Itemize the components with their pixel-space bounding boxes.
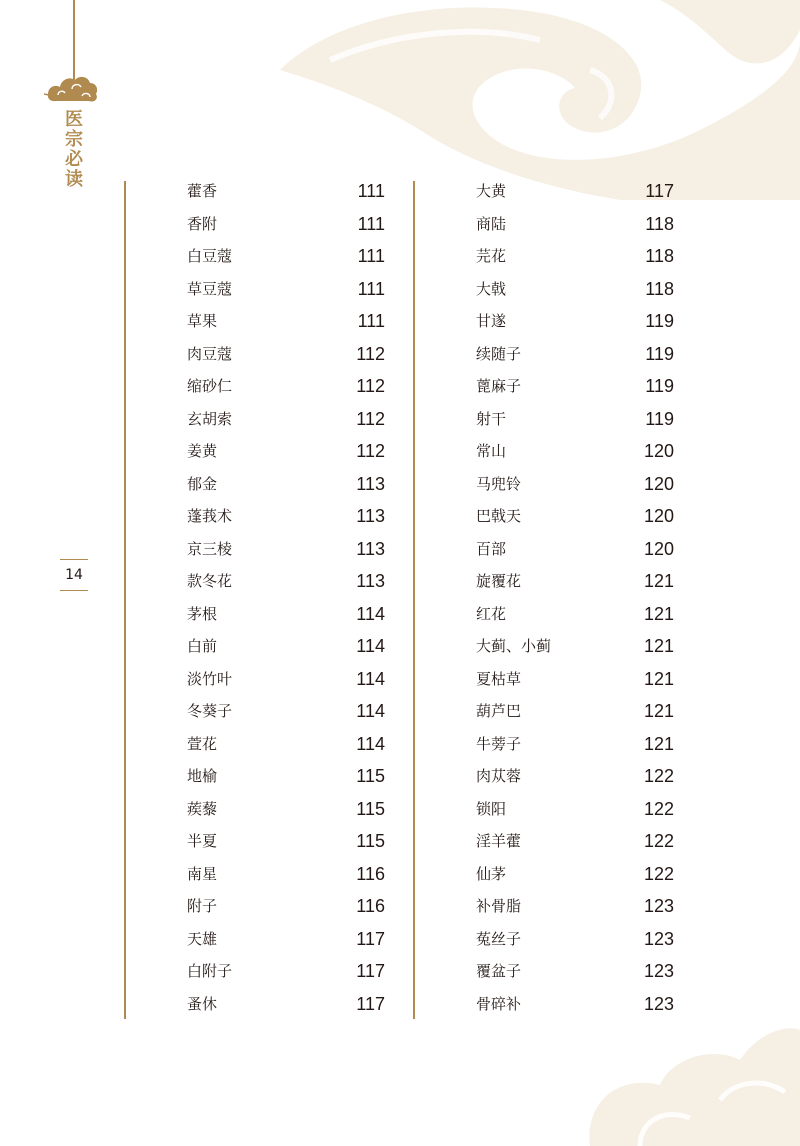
book-title-char: 宗 [65, 129, 83, 150]
toc-entry[interactable] [187, 923, 387, 956]
toc-entry-name: 蚤休 [187, 994, 218, 1013]
toc-entry-page: 114 [356, 636, 385, 656]
toc-entry-name: 骨碎补 [476, 994, 522, 1013]
toc-entry-page: 120 [643, 538, 674, 559]
toc-entry[interactable] [476, 988, 676, 1021]
toc-entry[interactable] [187, 338, 387, 371]
toc-entry[interactable] [187, 793, 387, 826]
toc-entry-page: 120 [643, 506, 674, 526]
toc-entry-page: 119 [645, 376, 674, 396]
toc-entry-page: 111 [357, 246, 385, 266]
toc-entry[interactable] [187, 403, 387, 436]
toc-entry-page: 113 [356, 506, 385, 526]
column-divider-middle [413, 181, 415, 1019]
toc-entry[interactable] [476, 663, 676, 696]
toc-entry[interactable] [476, 273, 676, 306]
toc-entry-page: 118 [645, 246, 674, 266]
toc-entry-name: 牛蒡子 [476, 734, 522, 753]
toc-entry-page: 115 [356, 766, 385, 786]
toc-entry-name: 葫芦巴 [476, 702, 522, 720]
toc-entry[interactable] [187, 858, 387, 891]
toc-entry[interactable] [187, 695, 387, 728]
toc-entry-name: 肉苁蓉 [476, 767, 522, 785]
toc-entry-name: 南星 [187, 864, 218, 883]
toc-entry-name: 锁阳 [476, 799, 507, 818]
toc-entry[interactable] [187, 305, 387, 338]
toc-entry-name: 马兜铃 [476, 474, 522, 493]
toc-entry-page: 118 [645, 278, 674, 299]
toc-entry-name: 缩砂仁 [187, 377, 233, 395]
toc-entry[interactable] [476, 338, 676, 371]
toc-entry[interactable] [476, 695, 676, 728]
toc-right-column [476, 175, 676, 1020]
toc-entry-page: 116 [356, 896, 385, 916]
toc-entry-page: 119 [645, 408, 674, 429]
toc-entry-page: 117 [356, 993, 385, 1014]
toc-entry-page: 111 [357, 278, 385, 299]
toc-entry-page: 113 [356, 538, 385, 559]
toc-entry-name: 蓖麻子 [476, 377, 522, 395]
toc-entry-name: 藿香 [187, 182, 218, 200]
toc-entry-page: 122 [643, 863, 674, 884]
toc-entry[interactable] [476, 370, 676, 403]
toc-entry[interactable] [476, 240, 676, 273]
toc-entry-name: 郁金 [187, 474, 218, 493]
toc-entry[interactable] [187, 825, 387, 858]
toc-entry[interactable] [187, 890, 387, 923]
toc-entry-page: 120 [643, 441, 674, 461]
toc-entry-page: 122 [643, 831, 674, 851]
toc-entry-name: 甘遂 [476, 312, 507, 330]
toc-entry-name: 姜黄 [187, 442, 218, 460]
toc-entry[interactable] [187, 955, 387, 988]
toc-entry-page: 116 [356, 863, 385, 884]
toc-entry-page: 112 [356, 343, 385, 364]
toc-entry[interactable] [476, 858, 676, 891]
toc-entry-name: 射干 [476, 409, 507, 428]
toc-entry[interactable] [187, 468, 387, 501]
toc-entry-page: 121 [643, 733, 674, 754]
toc-entry-name: 半夏 [187, 832, 218, 850]
toc-entry-page: 114 [356, 733, 385, 754]
toc-left-column [187, 175, 387, 1020]
toc-entry[interactable] [476, 890, 676, 923]
toc-entry-page: 112 [356, 376, 385, 396]
toc-entry-name: 冬葵子 [187, 702, 233, 720]
toc-entry-name: 菟丝子 [476, 929, 522, 948]
toc-entry[interactable] [476, 955, 676, 988]
toc-entry-page: 121 [643, 636, 674, 656]
toc-entry-page: 117 [356, 961, 385, 981]
toc-entry-page: 113 [356, 473, 385, 494]
toc-entry-name: 白前 [187, 637, 218, 655]
toc-entry-name: 京三棱 [187, 539, 233, 558]
toc-entry[interactable] [187, 565, 387, 598]
toc-entry-name: 草果 [187, 312, 218, 330]
toc-entry-page: 114 [356, 668, 385, 689]
toc-entry-page: 117 [645, 181, 674, 201]
book-title-char: 必 [65, 149, 83, 170]
toc-entry-name: 地榆 [187, 767, 218, 785]
toc-entry[interactable] [476, 208, 676, 241]
toc-entry-name: 茅根 [187, 604, 218, 623]
toc-entry-page: 121 [643, 701, 674, 721]
toc-entry-page: 118 [645, 213, 674, 234]
toc-entry[interactable] [187, 988, 387, 1021]
toc-entry-name: 淫羊藿 [476, 832, 522, 850]
toc-entry[interactable] [476, 565, 676, 598]
toc-entry[interactable] [476, 468, 676, 501]
toc-entry-page: 115 [356, 831, 385, 851]
toc-entry[interactable] [187, 760, 387, 793]
toc-entry[interactable] [187, 598, 387, 631]
page-number: 14 [60, 559, 88, 591]
toc-entry-page: 123 [643, 896, 674, 916]
toc-entry-name: 芫花 [476, 247, 507, 265]
toc-entry-name: 旋覆花 [476, 572, 522, 590]
toc-entry-name: 附子 [187, 897, 218, 915]
book-title [62, 110, 86, 190]
toc-entry-page: 119 [645, 343, 674, 364]
toc-entry-name: 淡竹叶 [187, 669, 233, 688]
toc-entry-name: 夏枯草 [476, 669, 522, 688]
toc-entry-name: 白豆蔻 [187, 247, 233, 265]
auspicious-cloud-icon [44, 72, 100, 106]
toc-entry[interactable] [476, 630, 676, 663]
book-title-char: 读 [65, 169, 83, 190]
toc-entry-page: 122 [643, 766, 674, 786]
toc-entry-page: 121 [643, 603, 674, 624]
toc-entry[interactable] [476, 825, 676, 858]
toc-entry[interactable] [187, 500, 387, 533]
toc-entry-page: 123 [643, 961, 674, 981]
toc-entry[interactable] [476, 403, 676, 436]
toc-entry-page: 114 [356, 603, 385, 624]
toc-entry[interactable] [187, 273, 387, 306]
toc-entry-page: 117 [356, 928, 385, 949]
hanging-cord [73, 0, 75, 80]
toc-entry-name: 天雄 [187, 929, 218, 948]
toc-entry-name: 大蓟、小蓟 [476, 637, 552, 655]
toc-entry[interactable] [187, 533, 387, 566]
toc-entry-name: 商陆 [476, 214, 507, 233]
toc-entry-name: 百部 [476, 539, 507, 558]
toc-entry[interactable] [476, 923, 676, 956]
toc-entry[interactable] [187, 175, 387, 208]
toc-entry[interactable] [476, 175, 676, 208]
toc-entry[interactable] [476, 435, 676, 468]
toc-entry-page: 121 [643, 668, 674, 689]
toc-entry-name: 大黄 [476, 182, 507, 200]
toc-entry[interactable] [476, 728, 676, 761]
toc-entry-name: 蒺藜 [187, 799, 218, 818]
toc-entry[interactable] [187, 435, 387, 468]
toc-entry[interactable] [476, 598, 676, 631]
toc-entry-page: 122 [643, 798, 674, 819]
toc-entry-name: 白附子 [187, 962, 233, 980]
toc-entry-page: 112 [356, 408, 385, 429]
toc-entry-page: 111 [357, 181, 385, 201]
toc-entry-name: 香附 [187, 214, 218, 233]
toc-entry[interactable] [476, 500, 676, 533]
toc-entry-page: 120 [643, 473, 674, 494]
toc-entry-name: 常山 [476, 442, 507, 460]
toc-entry[interactable] [187, 208, 387, 241]
toc-entry-page: 112 [356, 441, 385, 461]
toc-entry[interactable] [476, 305, 676, 338]
toc-entry-name: 补骨脂 [476, 897, 522, 915]
toc-entry-name: 覆盆子 [476, 962, 522, 980]
toc-entry-name: 仙茅 [476, 864, 507, 883]
toc-entry-page: 121 [643, 571, 674, 591]
toc-entry[interactable] [476, 533, 676, 566]
toc-entry-page: 123 [643, 993, 674, 1014]
toc-entry-page: 115 [356, 798, 385, 819]
toc-entry-name: 巴戟天 [476, 507, 522, 525]
book-title-char: 医 [65, 109, 83, 130]
toc-entry[interactable] [187, 728, 387, 761]
toc-entry[interactable] [187, 240, 387, 273]
toc-entry[interactable] [476, 760, 676, 793]
toc-entry-name: 草豆蔻 [187, 279, 233, 298]
toc-entry[interactable] [187, 370, 387, 403]
toc-entry-page: 113 [356, 571, 385, 591]
column-divider-left [124, 181, 126, 1019]
toc-entry-name: 续随子 [476, 344, 522, 363]
toc-entry-page: 119 [645, 311, 674, 331]
toc-entry-page: 111 [357, 311, 385, 331]
toc-entry-name: 萱花 [187, 734, 218, 753]
toc-entry-page: 114 [356, 701, 385, 721]
toc-entry-page: 123 [643, 928, 674, 949]
toc-entry-name: 大戟 [476, 279, 507, 298]
toc-entry-name: 玄胡索 [187, 409, 233, 428]
toc-entry-name: 肉豆蔻 [187, 344, 233, 363]
toc-entry[interactable] [187, 663, 387, 696]
toc-entry-page: 111 [357, 213, 385, 234]
toc-entry-name: 红花 [476, 604, 507, 623]
toc-entry-name: 蓬莪术 [187, 507, 233, 525]
toc-entry-name: 款冬花 [187, 572, 233, 590]
toc-entry[interactable] [187, 630, 387, 663]
toc-entry[interactable] [476, 793, 676, 826]
